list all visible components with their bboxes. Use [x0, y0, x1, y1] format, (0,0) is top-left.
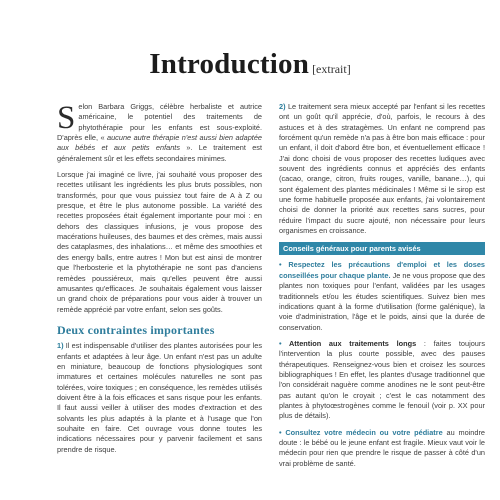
intro-text-end: ». Le traitement est généralement sûr et les effets secondaires minimes.: [57, 143, 262, 163]
constraint-1-paragraph: [57, 341, 262, 455]
advice-header-bar: Conseils généraux pour parents avisés: [279, 242, 485, 255]
bullet-icon: •: [279, 260, 282, 270]
bullet-icon: •: [279, 338, 282, 348]
constraint-1-text: Il est indispensable d'utiliser des plantes autorisées pour les enfants et adaptées à leur âge. Un enfant n'est pas un adulte en miniature, beaucoup de fonctions physiologiques sont immatures et certaines molécules naturelles ne sont pas tolérées, voire toxiques ; en conséquence, les remèdes utilisés doivent être à la fois efficaces et sans risque pour les enfants. Il faut aussi veiller à utiliser des modes d'extraction et des solvants les plus adaptés à la plante et à l'usage que l'on souhaite en faire. Cet ouvrage vous donne toutes les indications nécessaires pour y parvenir facilement et sans prendre de risque.: [57, 341, 262, 454]
intro-text: elon Barbara Griggs, célèbre herbaliste et autrice américaine, le potentiel des traitements de phytothérapie pour les enfants est sous-exploité. D'après elle, «: [57, 102, 262, 143]
advice-item-long-treatments: [279, 339, 485, 422]
intro-paragraph: [57, 102, 262, 164]
constraint-2-text: Le traitement sera mieux accepté par l'enfant si les recettes ont un goût qu'il apprécie, d'où, parfois, le recours à des astuces et à des stratagèmes. Un enfant ne comprend pas forcément qu'un remède n'a pas à être bon mais efficace : pour un enfant, il doit d'abord être bon, et éventuellement efficace ! J'ai donc choisi de vous proposer des recettes ludiques avec souvent des ingrédients connus et appréciés des enfants (cacao, orange, citron, fruits rouges, vanille, banane…), qui sont également des plantes médicinales ! Même si le sirop est une forme habituelle proposée aux enfants, j'ai volontairement choisi de donner la priorité aux recettes sans sucres, pour réduire l'impact du sucre ajouté, non nécessaire pour leurs organismes en croissance.: [279, 102, 485, 236]
advice-dosage-text: Je ne vous propose que des plantes non toxiques pour l'enfant, validées par les usages traditionnels et/ou les études scientifiques. Suivez bien mes indications quant à la forme d'utilisation (forme galénique), la voie d'administration, l'âge et le poids, ainsi que la durée de conservation.: [279, 270, 485, 332]
page-title: Introduction: [149, 48, 310, 80]
advice-dosage-title: Respectez les précautions d'emploi et les doses conseillées pour chaque plante.: [279, 260, 485, 280]
advice-long-title: Attention aux traitements longs: [281, 338, 417, 348]
bullet-icon: •: [279, 427, 282, 437]
advice-long-text: : faites toujours l'intervention la plus courte possible, avec des pauses thérapeutiques. Renseignez-vous bien et croisez les sources bibliographiques ! En effet, les plantes d'usage traditionnel que l'on considérait naguère comme anodines ne le sont peut-être pas autant qu'on le croyait ; c'est le cas notamment des plantes à phytoœstrogènes comme le fenouil (voir p. XX pour plus de détails).: [279, 338, 486, 421]
advice-item-dosage: [279, 260, 485, 332]
book-purpose-paragraph: Lorsque j'ai imaginé ce livre, j'ai souhaité vous proposer des recettes utilisant les ingrédients les plus bruts possibles, non transformés, pour que vous puissiez tout faire de A à Z ou presque, et être le plus autonome possible. La variété des recettes proposées était également importante pour moi : en dehors des classiques infusions, je vous propose des macérations huileuses, des baumes et des crèmes, mais aussi des cataplasmes, des inhalations… et même des smoothies et des energy balls, entre autres ! Mon but est ainsi de montrer que l'herbosterie et la phytothérapie ne sont pas d'anciens remèdes poussiéreux, mais qu'elles peuvent être aussi amusantes qu'efficaces. Je souhaitais également vous laisser un grand choix de préparations pour vous aider à trouver un remède apprécié par votre enfant, selon ses goûts.: [57, 170, 262, 314]
title-excerpt-tag: [extrait]: [312, 62, 351, 76]
page-title-block: [0, 48, 500, 81]
section-heading: Deux contraintes importantes: [57, 322, 215, 337]
constraint-2-number: 2): [279, 102, 286, 111]
advice-doctor-title: Consultez votre médecin ou votre pédiatre: [281, 427, 443, 437]
constraint-2-paragraph: [279, 102, 485, 236]
intro-quote: aucune autre thérapie n'est aussi bien adaptée aux bébés et aux petits enfants: [57, 133, 262, 153]
advice-item-doctor: [279, 428, 485, 469]
constraint-1-number: 1): [57, 341, 64, 351]
advice-doctor-text: au moindre doute : le bébé ou le jeune enfant est fragile. Mieux vaut voir le médecin pour rien que prendre le risque de passer à côté d'un vrai problème de santé.: [279, 427, 485, 468]
right-column: [279, 102, 485, 475]
left-column: [57, 102, 262, 461]
drop-cap: S: [57, 100, 76, 136]
